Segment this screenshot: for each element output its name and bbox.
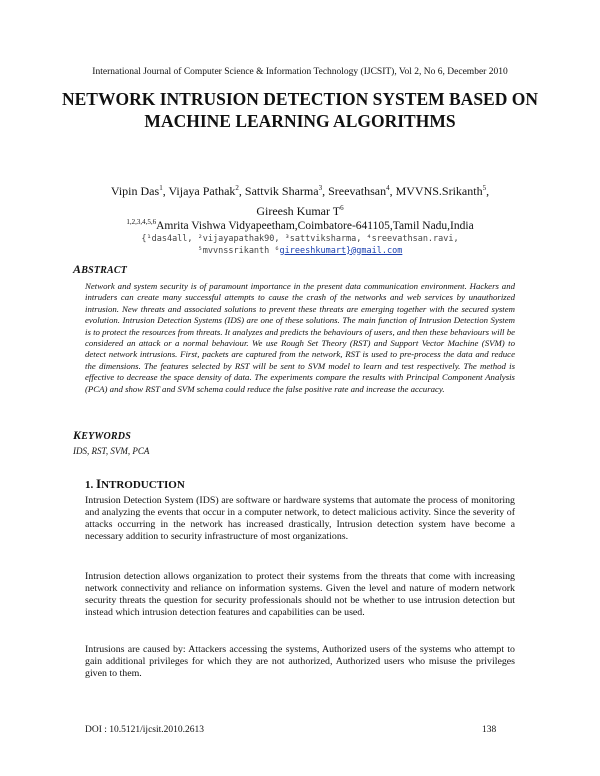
author-name: Gireesh Kumar T — [256, 204, 341, 218]
keywords-text: IDS, RST, SVM, PCA — [73, 446, 150, 456]
affiliation-text: Amrita Vishwa Vidyapeetham,Coimbatore-641105,Tamil Nadu,India — [156, 219, 474, 232]
affiliation — [60, 218, 540, 232]
author-name: Vipin Das — [110, 184, 160, 198]
keywords-heading-cap: K — [73, 428, 82, 442]
page-number: 138 — [482, 725, 497, 735]
email-prefix: ⁵mvvnssrikanth ⁶ — [197, 245, 280, 256]
intro-paragraph-2: Intrusion detection allows organization to protect their systems from the threats that come with increasing network connectivity and reliance on information systems. Given the level and nature of modern network security threats the question for security professionals should not be whether to use intrusion detection but instead which intrusion detection features and capabilities can be used. — [85, 571, 515, 619]
intro-paragraph-3: Intrusions are caused by: Attackers accessing the systems, Authorized users of the systems who attempt to gain additional privileges for which they are not authorized, Authorized users who misuse the privileges given to them. — [85, 644, 515, 680]
author-list: Vipin Das$^1$, Vijaya Pathak$^2$, Sattvik Sharma$^3$, Sreevathsan$^4$, MVVNS.Srikanth$^5$, Gireesh Kumar $T^6$ — [110, 184, 490, 218]
author-name: Sreevathsan — [328, 184, 387, 198]
author-sup: 5 — [482, 184, 487, 192]
keywords-heading-rest: EYWORDS — [81, 431, 131, 442]
author-name: Sattvik Sharma — [244, 184, 319, 198]
heading-rest: NTRODUCTION — [101, 479, 185, 491]
abstract-text: Network and system security is of paramount importance in the present data communication environment. Hackers and intruders can create many successful attempts to cause the crash of the networks and web services by unauthorized intrusion. New threats and associated solutions to prevent these threats are emerging together with the secured system evolution. Intrusion Detection Systems (IDS) are one of these solutions. The main function of Intrusion Detection System is to protect the resources from threats. It analyzes and predicts the behaviours of users, and then these behaviours will be considered an attack or a normal behaviour. We use Rough Set Theory (RST) and Support Vector Machine (SVM) to detect network intrusions. First, packets are captured from the network, RST is used to pre-process the data and reduce the dimensions. The features selected by RST will be sent to SVM model to learn and test respectively. The method is effective to decrease the space density of data. The experiments compare the results with Principal Component Analysis (PCA) and show RST and SVM schema could reduce the false positive rate and increase the accuracy. — [85, 281, 515, 394]
email-line-2 — [80, 246, 520, 258]
author-name: Vijaya Pathak — [168, 184, 236, 198]
abstract-heading-rest: BSTRACT — [81, 265, 128, 276]
abstract-heading-cap: A — [73, 262, 82, 276]
email-line-1: {¹das4all, ²vijayapathak90, ³sattviksharma, ⁴sreevathsan.ravi, — [141, 234, 459, 244]
running-head: International Journal of Computer Science & Information Technology (IJCSIT), Vol 2, No 6, December 2010 — [92, 67, 508, 77]
email-link[interactable]: gireeshkumart}@gmail.com — [279, 245, 403, 256]
keywords-heading — [73, 428, 131, 443]
heading-number: 1. — [85, 479, 96, 491]
affiliation-sup: 1,2,3,4,5,6 — [126, 218, 157, 226]
author-sup: 2 — [235, 184, 239, 192]
footer-doi: DOI : 10.5121/ijcsit.2010.2613 — [85, 725, 205, 735]
author-sup: 6 — [340, 204, 344, 212]
introduction-heading — [85, 476, 185, 492]
intro-paragraph-1: Intrusion Detection System (IDS) are software or hardware systems that automate the process of monitoring and analyzing the events that occur in a computer network, to detect malicious activity. Since the severity of attacks occurring in the network has increased drastically, Intrusion detection system have become a necessary addition to security infrastructure of most organizations. — [85, 495, 515, 543]
author-sup: 3 — [318, 184, 323, 192]
author-name: MVVNS.Srikanth — [395, 184, 483, 198]
author-sup: 1 — [159, 184, 163, 192]
paper-title: NETWORK INTRUSION DETECTION SYSTEM BASED ON MACHINE LEARNING ALGORITHMS — [61, 89, 538, 131]
heading-cap: I — [96, 476, 102, 491]
author-sup: 4 — [386, 184, 390, 192]
email-block — [80, 234, 520, 257]
abstract-heading — [73, 262, 127, 277]
